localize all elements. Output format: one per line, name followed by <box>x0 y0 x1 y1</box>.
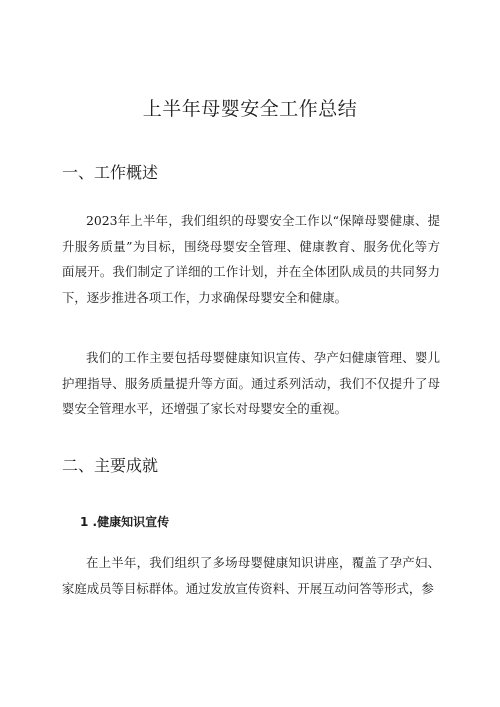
document-title: 上半年母婴安全工作总结 <box>142 98 358 120</box>
section-heading-achievements: 二、主要成就 <box>62 456 159 475</box>
section-heading-overview: 一、工作概述 <box>62 163 159 182</box>
overview-paragraph-2: 我们的工作主要包括母婴健康知识宣传、孕产妇健康管理、婴儿护理指导、服务质量提升等方面。通过系列活动，我们不仅提升了母婴安全管理水平，还增强了家长对母婴安全的重视。 <box>62 350 440 416</box>
overview-paragraph-1: 2023年上半年，我们组织的母婴安全工作以“保障母婴健康、提升服务质量”为目标，围绕母婴安全管理、健康教育、服务优化等方面展开。我们制定了详细的工作计划，并在全体团队成员的共同努力下，逐步推进各项工作，力求确保母婴安全和健康。 <box>62 213 440 305</box>
subsection-heading-health-education: 1 .健康知识宣传 <box>80 515 170 529</box>
health-education-paragraph: 在上半年，我们组织了多场母婴健康知识讲座，覆盖了孕产妇、家庭成员等目标群体。通过发放宣传资料、开展互动问答等形式，参 <box>62 555 440 596</box>
